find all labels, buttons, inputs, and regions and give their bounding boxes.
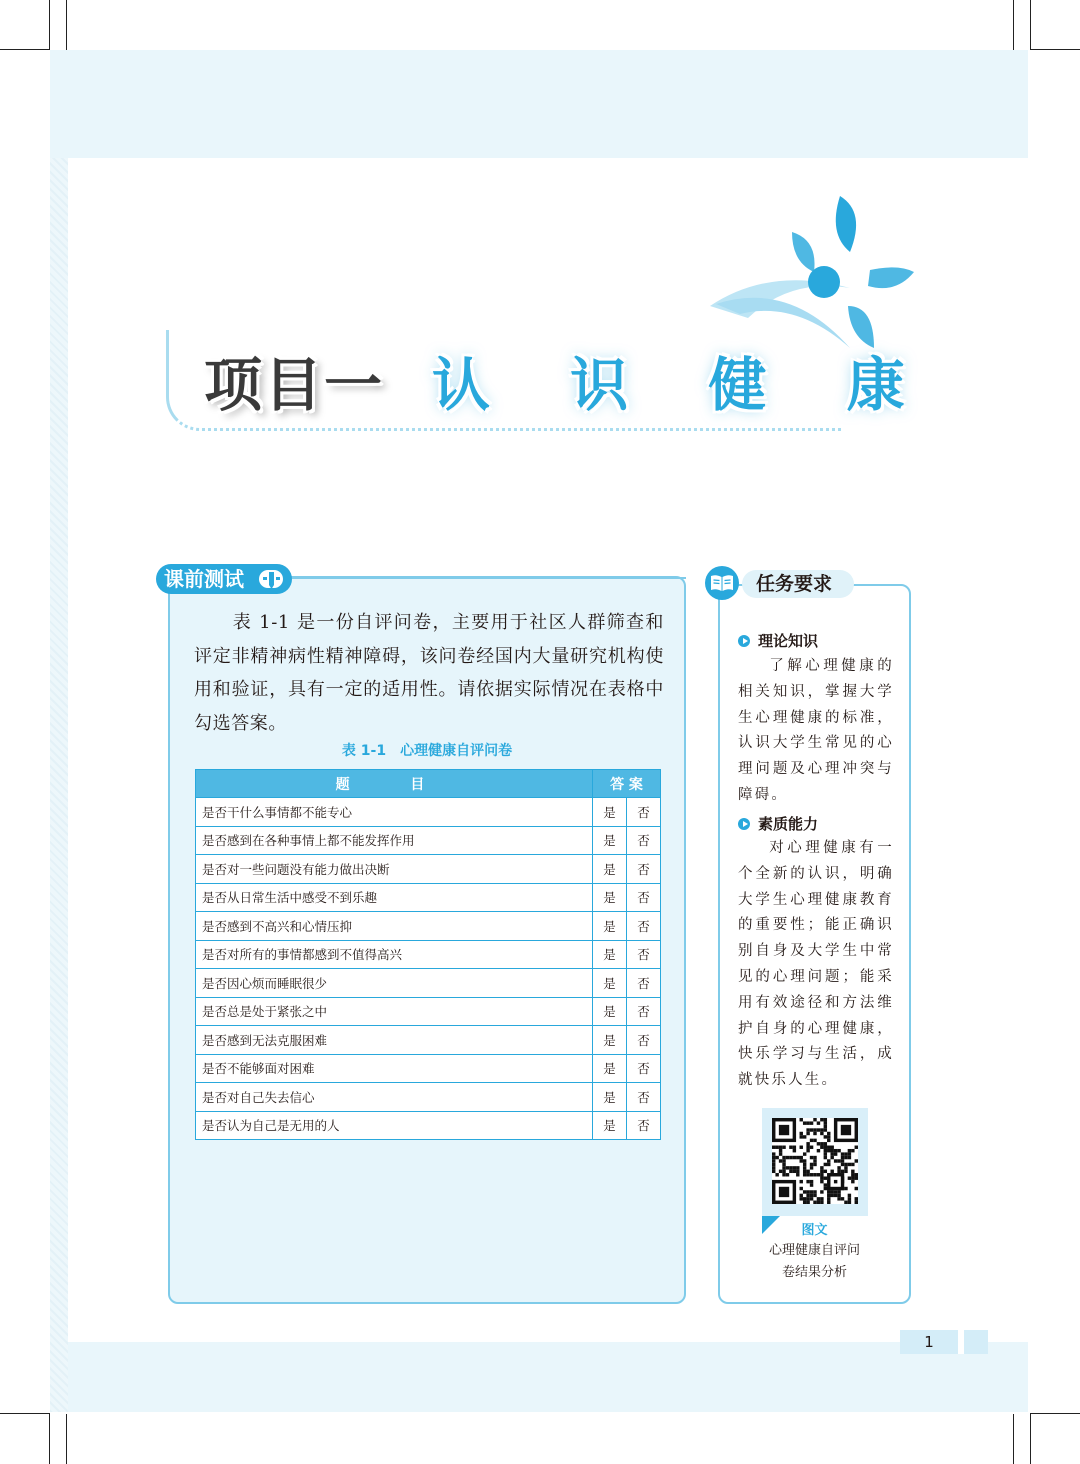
task-tab-label: 任务要求 <box>756 573 833 595</box>
question-cell: 是否不能够面对困难 <box>196 1054 593 1083</box>
answer-yes[interactable]: 是 <box>593 1111 627 1140</box>
answer-no[interactable]: 否 <box>627 912 661 941</box>
ability-text: 对心理健康有一个全新的认识，明确大学生心理健康教育的重要性；能正确识别自身及大学生中常见的心理问题；能采用有效途径和方法维护自身的心理健康，快乐学习与生活，成就快乐人生。 <box>738 840 894 1089</box>
header-question: 题 目 <box>196 770 593 798</box>
ability-heading: 素质能力 <box>738 813 818 834</box>
answer-no[interactable]: 否 <box>627 1054 661 1083</box>
crop-mark <box>0 1413 50 1414</box>
crop-mark <box>1030 0 1031 50</box>
play-bullet-icon <box>738 635 750 647</box>
page-band-bottom <box>68 1342 1028 1412</box>
pencil-icon <box>258 568 284 590</box>
answer-yes[interactable]: 是 <box>593 1054 627 1083</box>
theory-text: 了解心理健康的相关知识，掌握大学生心理健康的标准，认识大学生常见的心理问题及心理冲突与障碍。 <box>738 658 894 803</box>
answer-yes[interactable]: 是 <box>593 940 627 969</box>
answer-no[interactable]: 否 <box>627 969 661 998</box>
qr-code-icon[interactable] <box>772 1118 858 1204</box>
chapter-number: 项目一 <box>204 351 385 419</box>
qr-label: 图文 <box>801 1223 828 1238</box>
table-row <box>196 883 661 912</box>
table-caption: 表 1-1 心理健康自评问卷 <box>341 743 513 759</box>
crop-mark <box>1030 49 1080 50</box>
crop-mark <box>0 49 50 50</box>
table-row <box>196 997 661 1026</box>
question-cell: 是否感到在各种事情上都不能发挥作用 <box>196 826 593 855</box>
page-band <box>50 50 68 158</box>
table-row <box>196 798 661 827</box>
page-number-band-gap <box>958 1330 964 1354</box>
table-row <box>196 1111 661 1140</box>
crop-mark <box>49 1414 50 1464</box>
crop-mark <box>66 1414 67 1464</box>
answer-yes[interactable]: 是 <box>593 1083 627 1112</box>
crop-mark <box>66 0 67 50</box>
table-row <box>196 940 661 969</box>
qr-description: 心理健康自评问 卷结果分析 <box>768 1243 860 1280</box>
answer-no[interactable]: 否 <box>627 798 661 827</box>
page-band-left <box>50 158 68 1412</box>
crop-mark <box>1013 1414 1014 1464</box>
table-row <box>196 855 661 884</box>
crop-mark <box>1030 1414 1031 1464</box>
question-cell: 是否从日常生活中感受不到乐趣 <box>196 883 593 912</box>
question-cell: 是否对自己失去信心 <box>196 1083 593 1112</box>
crop-mark <box>1030 1413 1080 1414</box>
answer-no[interactable]: 否 <box>627 1111 661 1140</box>
answer-yes[interactable]: 是 <box>593 883 627 912</box>
question-cell: 是否认为自己是无用的人 <box>196 1111 593 1140</box>
answer-no[interactable]: 否 <box>627 997 661 1026</box>
answer-yes[interactable]: 是 <box>593 798 627 827</box>
table-row <box>196 969 661 998</box>
answer-yes[interactable]: 是 <box>593 826 627 855</box>
question-cell: 是否感到无法克服困难 <box>196 1026 593 1055</box>
questionnaire-body <box>196 798 661 1140</box>
pretest-tab-label: 课前测试 <box>164 567 244 591</box>
chapter-title: 认 识 健 康 <box>432 351 935 419</box>
header-answer: 答 案 <box>593 770 661 798</box>
answer-no[interactable]: 否 <box>627 1083 661 1112</box>
answer-no[interactable]: 否 <box>627 855 661 884</box>
table-row <box>196 1026 661 1055</box>
answer-no[interactable]: 否 <box>627 940 661 969</box>
crop-mark <box>1013 0 1014 50</box>
pretest-intro: 表 1-1 是一份自评问卷，主要用于社区人群筛查和评定非精神病性精神障碍，该问卷经国内大量研究机构使用和验证，具有一定的适用性。请依据实际情况在表格中勾选答案。 <box>194 612 664 734</box>
crop-mark <box>49 0 50 50</box>
play-bullet-icon <box>738 818 750 830</box>
table-row <box>196 826 661 855</box>
answer-no[interactable]: 否 <box>627 826 661 855</box>
answer-yes[interactable]: 是 <box>593 997 627 1026</box>
table-row <box>196 912 661 941</box>
question-cell: 是否感到不高兴和心情压抑 <box>196 912 593 941</box>
answer-yes[interactable]: 是 <box>593 912 627 941</box>
theory-heading: 理论知识 <box>738 630 818 651</box>
table-row <box>196 1054 661 1083</box>
answer-no[interactable]: 否 <box>627 883 661 912</box>
table-row <box>196 1083 661 1112</box>
answer-yes[interactable]: 是 <box>593 969 627 998</box>
question-cell: 是否对所有的事情都感到不值得高兴 <box>196 940 593 969</box>
question-cell: 是否干什么事情都不能专心 <box>196 798 593 827</box>
page-number: 1 <box>924 1333 934 1351</box>
answer-no[interactable]: 否 <box>627 1026 661 1055</box>
page-band-top <box>68 50 1028 158</box>
table-header-row <box>196 770 661 798</box>
question-cell: 是否总是处于紧张之中 <box>196 997 593 1026</box>
book-icon <box>704 565 740 601</box>
question-cell: 是否对一些问题没有能力做出决断 <box>196 855 593 884</box>
answer-yes[interactable]: 是 <box>593 855 627 884</box>
pretest-tab-line <box>292 577 686 579</box>
question-cell: 是否因心烦而睡眠很少 <box>196 969 593 998</box>
questionnaire-table <box>195 769 661 1140</box>
answer-yes[interactable]: 是 <box>593 1026 627 1055</box>
